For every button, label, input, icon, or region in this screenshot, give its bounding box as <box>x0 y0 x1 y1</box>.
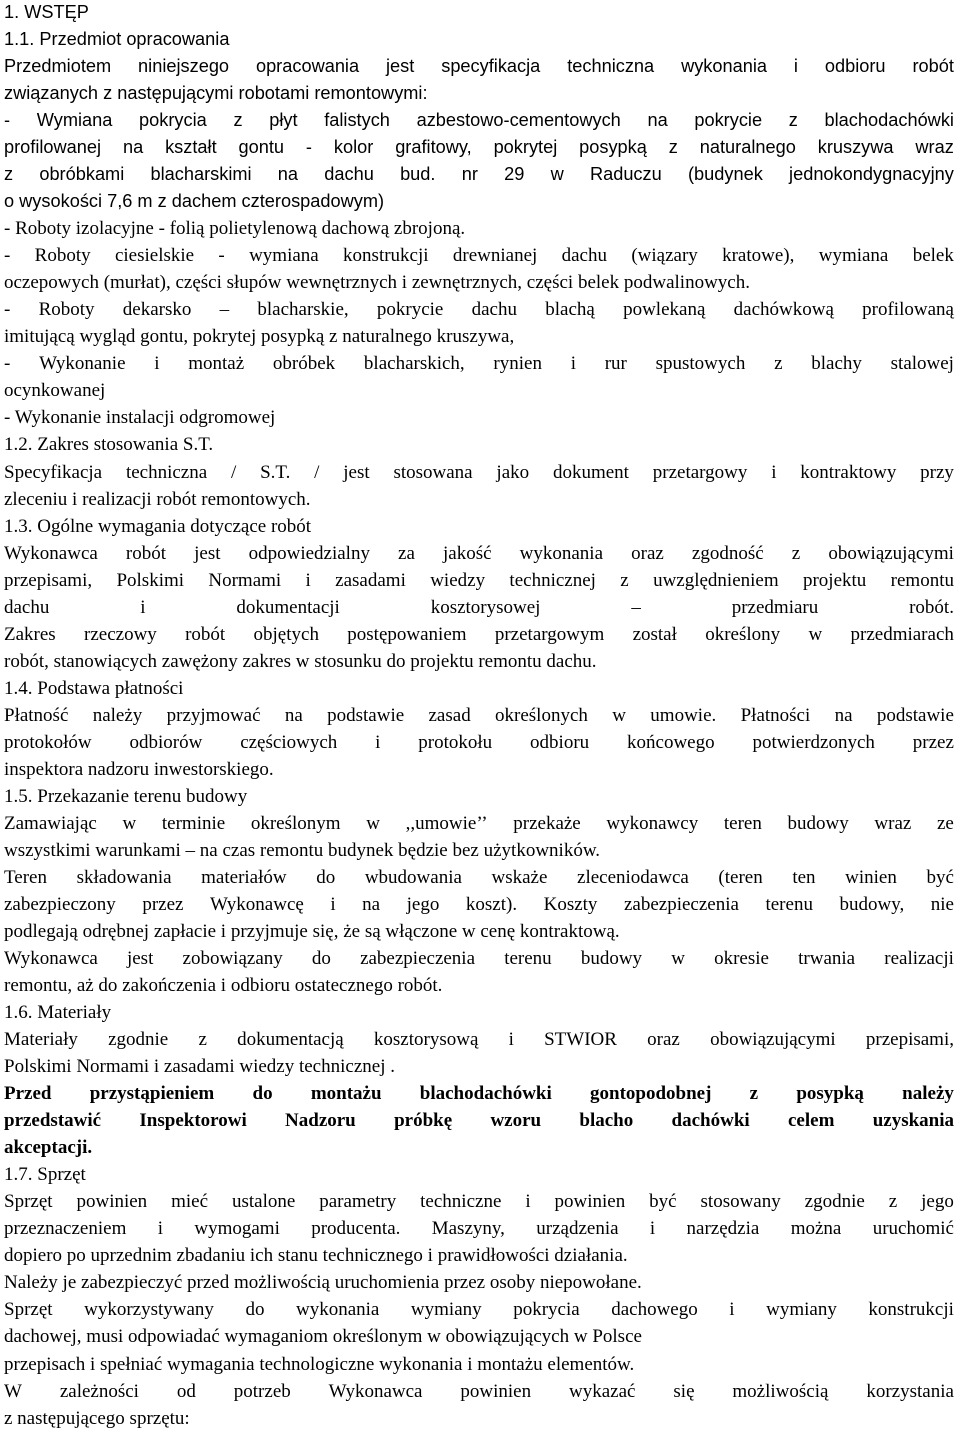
text-line: przeznaczeniem i wymogami producenta. Maszyny, urządzenia i narzędzia można uruchomić <box>4 1218 954 1240</box>
text-line: Należy je zabezpieczyć przed możliwością uruchomienia przez osoby niepowołane. <box>4 1272 642 1294</box>
text-line: 1. WSTĘP <box>4 2 89 22</box>
text-line: Płatność należy przyjmować na podstawie zasad określonych w umowie. Płatności na podstawie <box>4 704 954 726</box>
text-line: przepisach i spełniać wymagania technologiczne wykonania i montażu elementów. <box>4 1353 635 1375</box>
text-line: profilowanej na kształt gontu - kolor grafitowy, pokrytej posypką z naturalnego kruszywa wraz <box>4 137 954 158</box>
text-line: dachu i dokumentacji kosztorysowej – przedmiaru robót. <box>4 596 954 618</box>
text-line: 1.6. Materiały <box>4 1002 112 1024</box>
text-line: zabezpieczony przez Wykonawcę i na jego koszt). Koszty zabezpieczenia terenu budowy, nie <box>4 893 954 915</box>
text-line: Przed przystąpieniem do montażu blachodachówki gontopodobnej z posypką należy <box>4 1083 954 1105</box>
text-line: Zakres rzeczowy robót objętych postępowaniem przetargowym został określony w przedmiarach <box>4 623 954 645</box>
text-line: Teren składowania materiałów do wbudowania wskaże zleceniodawca (teren ten winien być <box>4 866 954 888</box>
text-line: - Roboty dekarsko – blacharskie, pokrycie dachu blachą powlekaną dachówkową profilowaną <box>4 299 954 321</box>
text-line: zleceniu i realizacji robót remontowych. <box>4 488 311 510</box>
text-line: inspektora nadzoru inwestorskiego. <box>4 758 274 780</box>
text-line: 1.3. Ogólne wymagania dotyczące robót <box>4 515 312 537</box>
text-line: Wykonawca jest zobowiązany do zabezpieczenia terenu budowy w okresie trwania realizacji <box>4 948 954 970</box>
text-line: ocynkowanej <box>4 380 106 402</box>
text-line: Przedmiotem niniejszego opracowania jest specyfikacja techniczna wykonania i odbioru robót <box>4 56 954 77</box>
text-line: wszystkimi warunkami – na czas remontu budynek będzie bez użytkowników. <box>4 839 601 861</box>
text-line: imitującą wygląd gontu, pokrytej posypką z naturalnego kruszywa, <box>4 326 515 348</box>
text-line: z obróbkami blacharskimi na dachu bud. nr 29 w Raduczu (budynek jednokondygnacyjny <box>4 164 954 185</box>
text-line: dopiero po uprzednim zbadaniu ich stanu technicznego i prawidłowości działania. <box>4 1245 628 1267</box>
text-line: - Wykonanie instalacji odgromowej <box>4 407 276 429</box>
text-line: remontu, aż do zakończenia i odbioru ostatecznego robót. <box>4 975 443 997</box>
text-line: - Wykonanie i montaż obróbek blacharskich, rynien i rur spustowych z blachy stalowej <box>4 353 954 375</box>
text-line: Specyfikacja techniczna / S.T. / jest stosowana jako dokument przetargowy i kontraktowy przy <box>4 461 954 483</box>
text-line: Polskimi Normami i zasadami wiedzy technicznej . <box>4 1056 395 1078</box>
text-line: robót, stanowiących zawężony zakres w stosunku do projektu remontu dachu. <box>4 650 597 672</box>
text-line: oczepowych (murłat), części słupów wewnętrznych i zewnętrznych, części belek podwalinowych. <box>4 272 750 294</box>
text-line: 1.7. Sprzęt <box>4 1164 86 1186</box>
text-line: - Wymiana pokrycia z płyt falistych azbestowo-cementowych na pokrycie z blachodachówki <box>4 110 954 131</box>
text-line: akceptacji. <box>4 1137 93 1159</box>
text-line: przedstawić Inspektorowi Nadzoru próbkę wzoru blacho dachówki celem uzyskania <box>4 1110 954 1132</box>
text-line: związanych z następującymi robotami remontowymi: <box>4 83 428 104</box>
text-line: 1.1. Przedmiot opracowania <box>4 29 230 50</box>
text-line: Materiały zgodnie z dokumentacją kosztorysową i STWIOR oraz obowiązującymi przepisami, <box>4 1029 954 1051</box>
text-line: Wykonawca robót jest odpowiedzialny za jakość wykonania oraz zgodność z obowiązującymi <box>4 542 954 564</box>
text-line: 1.2. Zakres stosowania S.T. <box>4 434 214 456</box>
text-line: o wysokości 7,6 m z dachem czterospadowym) <box>4 191 385 212</box>
text-line: podlegają odrębnej zapłacie i przyjmuje się, że są włączone w cenę kontraktową. <box>4 921 620 943</box>
text-line: - Roboty ciesielskie - wymiana konstrukcji drewnianej dachu (wiązary kratowe), wymiana belek <box>4 245 954 267</box>
text-line: 1.5. Przekazanie terenu budowy <box>4 785 248 807</box>
text-line: protokołów odbiorów częściowych i protokołu odbioru końcowego potwierdzonych przez <box>4 731 954 753</box>
text-line: z następującego sprzętu: <box>4 1407 190 1429</box>
text-line: Sprzęt wykorzystywany do wykonania wymiany pokrycia dachowego i wymiany konstrukcji <box>4 1299 954 1321</box>
text-line: przepisami, Polskimi Normami i zasadami wiedzy technicznej z uwzględnieniem projektu remontu <box>4 569 954 591</box>
text-line: Zamawiając w terminie określonym w ,,umowie’’ przekaże wykonawcy teren budowy wraz ze <box>4 812 954 834</box>
text-line: Sprzęt powinien mieć ustalone parametry techniczne i powinien być stosowany zgodnie z jego <box>4 1191 954 1213</box>
text-line: 1.4. Podstawa płatności <box>4 677 184 699</box>
text-line: dachowej, musi odpowiadać wymaganiom określonym w obowiązujących w Polsce <box>4 1326 642 1348</box>
text-line: - Roboty izolacyjne - folią polietylenową dachową zbrojoną. <box>4 218 466 240</box>
text-line: W zależności od potrzeb Wykonawca powinien wykazać się możliwością korzystania <box>4 1380 954 1402</box>
